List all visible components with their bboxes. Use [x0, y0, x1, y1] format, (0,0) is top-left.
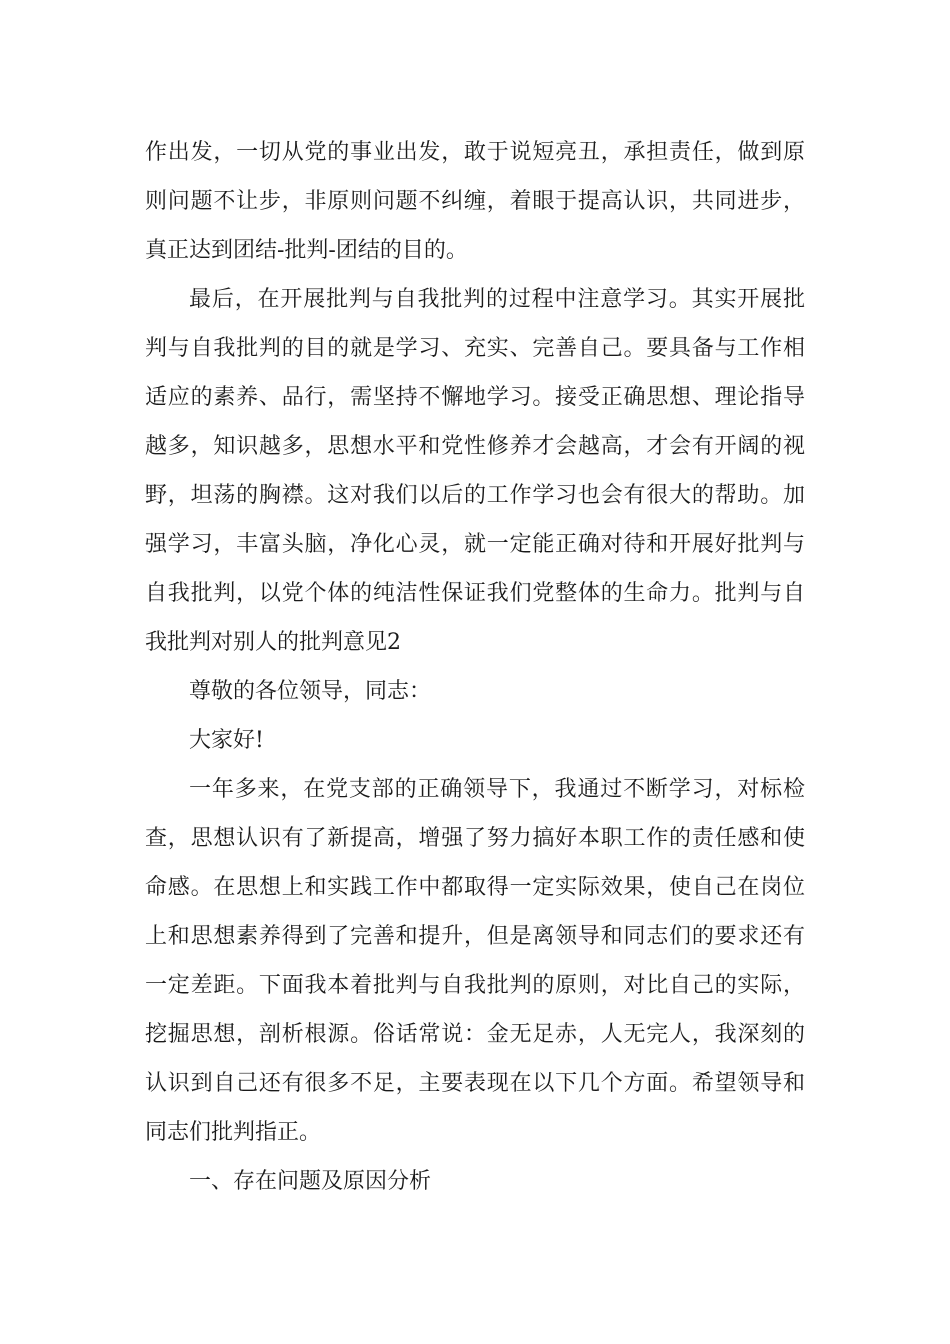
text-line: 大家好!: [189, 728, 264, 753]
greeting: [145, 716, 805, 765]
text-line: 强学习，丰富头脑，净化心灵，就一定能正确对待和开展好批判与: [145, 532, 805, 557]
text-line: 一、存在问题及原因分析: [189, 1169, 432, 1194]
text-line: 则问题不让步，非原则问题不纠缠，着眼于提高认识，共同进步，: [145, 189, 805, 214]
text-line: 野，坦荡的胸襟。这对我们以后的工作学习也会有很大的帮助。加: [145, 483, 805, 508]
text-line: 自我批判，以党个体的纯洁性保证我们党整体的生命力。批判与自: [145, 581, 805, 606]
text-line: 真正达到团结-批判-团结的目的。: [145, 238, 468, 263]
text-line: 挖掘思想，剖析根源。俗话常说：金无足赤，人无完人，我深刻的: [145, 1022, 805, 1047]
text-line: 最后，在开展批判与自我批判的过程中注意学习。其实开展批: [189, 287, 805, 312]
text-line: 一年多来，在党支部的正确领导下，我通过不断学习，对标检: [189, 777, 805, 802]
text-line: 判与自我批判的目的就是学习、充实、完善自己。要具备与工作相: [145, 336, 805, 361]
text-line: 查，思想认识有了新提高，增强了努力搞好本职工作的责任感和使: [145, 826, 805, 851]
text-line: 尊敬的各位领导，同志：: [189, 679, 432, 704]
text-line: 适应的素养、品行，需坚持不懈地学习。接受正确思想、理论指导: [145, 385, 805, 410]
paragraph: [145, 275, 805, 667]
text-line: 同志们批判指正。: [145, 1120, 322, 1145]
text-line: 上和思想素养得到了完善和提升，但是离领导和同志们的要求还有: [145, 924, 805, 949]
section-heading: [145, 1157, 805, 1206]
text-line: 命感。在思想上和实践工作中都取得一定实际效果，使自己在岗位: [145, 875, 805, 900]
text-line: 认识到自己还有很多不足，主要表现在以下几个方面。希望领导和: [145, 1071, 805, 1096]
salutation: [145, 667, 805, 716]
text-line: 一定差距。下面我本着批判与自我批判的原则，对比自己的实际，: [145, 973, 805, 998]
text-line: 我批判对别人的批判意见2: [145, 630, 401, 655]
text-line: 作出发，一切从党的事业出发，敢于说短亮丑，承担责任，做到原: [145, 140, 805, 165]
document-body: [145, 128, 805, 1206]
text-line: 越多，知识越多，思想水平和党性修养才会越高，才会有开阔的视: [145, 434, 805, 459]
paragraph: [145, 765, 805, 1157]
paragraph: [145, 128, 805, 275]
